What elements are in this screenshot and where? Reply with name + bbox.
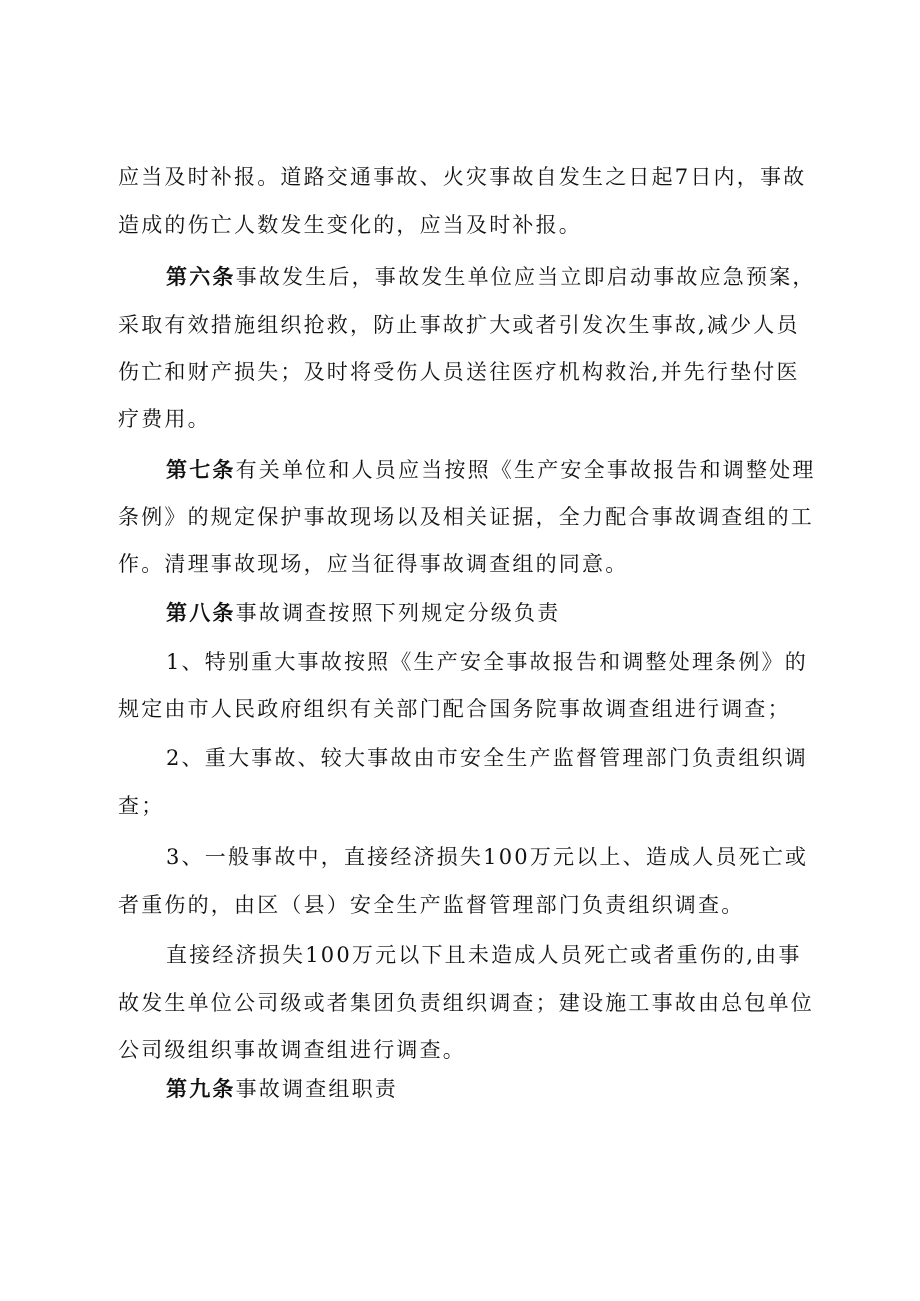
text-line: 造成的伤亡人数发生变化的，应当及时补报。	[118, 213, 582, 237]
text-line: 公司级组织事故调查组进行调查。	[118, 1038, 466, 1062]
list-item-1: 1、特别重大事故按照《生产安全事故报告和调整处理条例》的	[166, 650, 808, 674]
text-line: 应当及时补报。道路交通事故、火灾事故自发生之日起7日内，事故	[118, 165, 807, 189]
text-line: 者重伤的，由区（县）安全生产监督管理部门负责组织调查。	[118, 893, 745, 917]
article-7-first-line: 第七条有关单位和人员应当按照《生产安全事故报告和调整处理	[166, 457, 816, 482]
text-line: 伤亡和财产损失；及时将受伤人员送往医疗机构救治,并先行垫付医	[118, 360, 800, 384]
text-line: 查；	[118, 794, 165, 818]
text-line: 故发生单位公司级或者集团负责组织调查；建设施工事故由总包单位	[118, 991, 814, 1015]
list-item-2: 2、重大事故、较大事故由市安全生产监督管理部门负责组织调	[166, 746, 808, 770]
article-9-first-line: 第九条事故调查组职责	[166, 1076, 399, 1101]
text-line: 条例》的规定保护事故现场以及相关证据，全力配合事故调查组的工	[118, 505, 814, 529]
paragraph-first-line: 直接经济损失100万元以下且未造成人员死亡或者重伤的,由事	[166, 943, 802, 967]
article-heading: 第七条	[166, 457, 236, 482]
list-item-3: 3、一般事故中，直接经济损失100万元以上、造成人员死亡或	[166, 845, 809, 869]
text-line: 作。清理事故现场，应当征得事故调查组的同意。	[118, 552, 629, 576]
article-heading: 第九条	[166, 1076, 236, 1101]
article-heading: 第八条	[166, 600, 236, 625]
text-line: 规定由市人民政府组织有关部门配合国务院事故调查组进行调查；	[118, 697, 791, 721]
text-line: 疗费用。	[118, 407, 211, 431]
text-line: 采取有效措施组织抢救，防止事故扩大或者引发次生事故,减少人员	[118, 313, 800, 337]
article-6-first-line: 第六条事故发生后，事故发生单位应当立即启动事故应急预案，	[166, 264, 816, 289]
article-heading: 第六条	[166, 264, 236, 289]
article-8-first-line: 第八条事故调查按照下列规定分级负责	[166, 600, 561, 625]
